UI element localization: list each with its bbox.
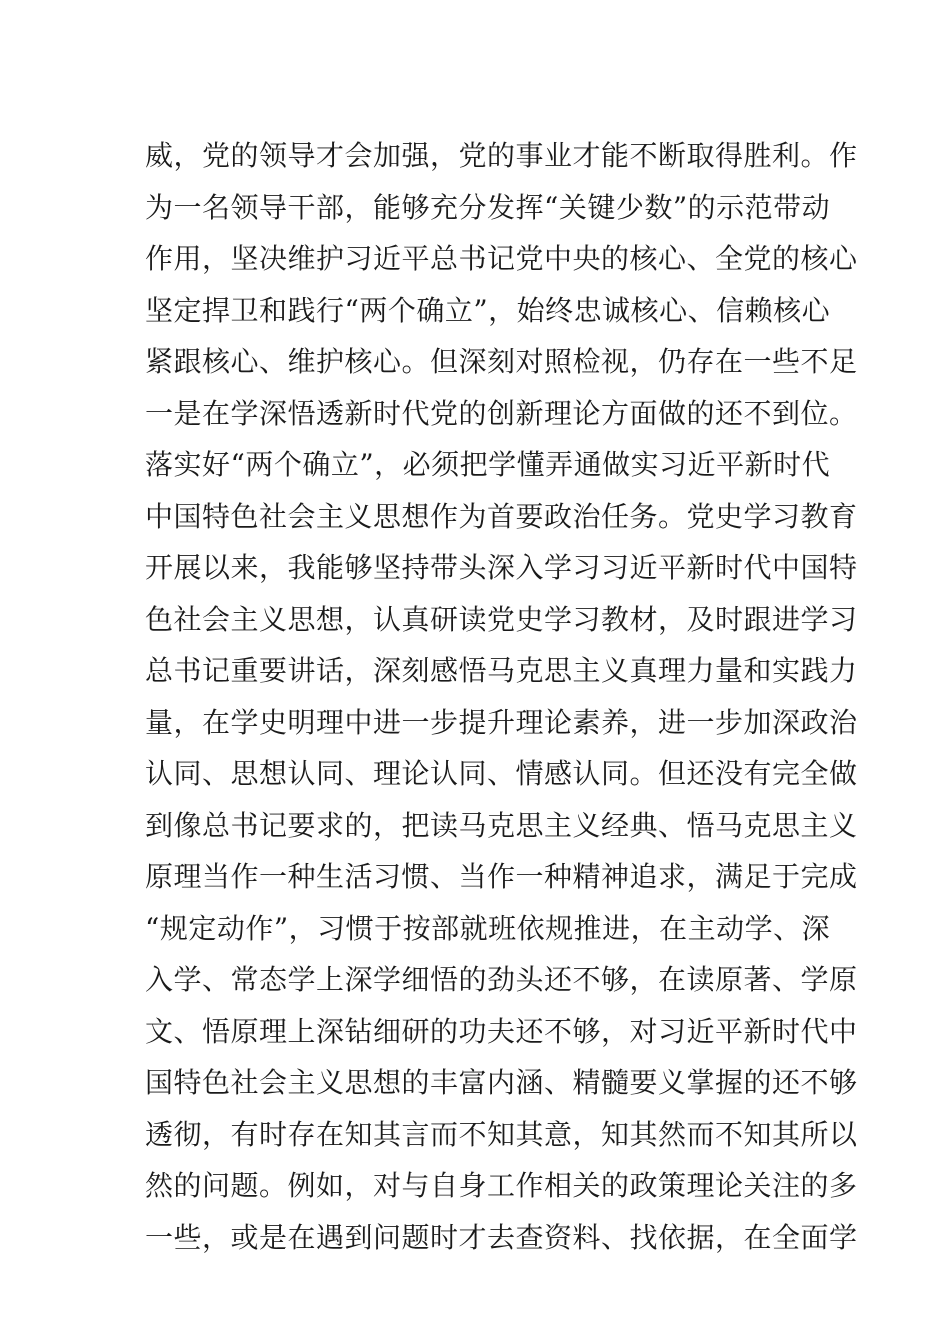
text-line: 国特色社会主义思想的丰富内涵、精髓要义掌握的还不够 (145, 1066, 858, 1099)
text-line: 到像总书记要求的，把读马克思主义经典、悟马克思主义 (145, 808, 858, 842)
text-line: 坚定捍卫和践行“两个确立”，始终忠诚核心、信赖核心 (145, 293, 831, 327)
text-line: 量，在学史明理中进一步提升理论素养，进一步加深政治 (145, 705, 858, 739)
text-line: 开展以来，我能够坚持带头深入学习习近平新时代中国特 (145, 551, 858, 584)
text-line: 认同、思想认同、理论认同、情感认同。但还没有完全做 (145, 757, 858, 790)
text-line: 为一名领导干部，能够充分发挥“关键少数”的示范带动 (145, 190, 831, 224)
body-text (145, 130, 858, 1263)
text-line: 中国特色社会主义思想作为首要政治任务。党史学习教育 (145, 499, 858, 533)
text-line: 威，党的领导才会加强，党的事业才能不断取得胜利。作 (145, 139, 858, 172)
text-line: 入学、常态学上深学细悟的劲头还不够，在读原著、学原 (145, 963, 858, 996)
text-line: 总书记重要讲话，深刻感悟马克思主义真理力量和实践力 (145, 654, 858, 687)
text-line: 作用，坚决维护习近平总书记党中央的核心、全党的核心 (145, 242, 858, 275)
text-line: 一是在学深悟透新时代党的创新理论方面做的还不到位。 (145, 396, 858, 430)
text-line: 一些，或是在遇到问题时才去查资料、找依据，在全面学 (145, 1220, 858, 1254)
text-line: 落实好“两个确立”，必须把学懂弄通做实习近平新时代 (145, 448, 831, 481)
text-line: 然的问题。例如，对与自身工作相关的政策理论关注的多 (145, 1169, 858, 1202)
text-line: 透彻，有时存在知其言而不知其意，知其然而不知其所以 (145, 1117, 858, 1151)
text-line: 文、悟原理上深钻细研的功夫还不够，对习近平新时代中 (145, 1014, 858, 1048)
text-line: 原理当作一种生活习惯、当作一种精神追求，满足于完成 (145, 860, 858, 893)
text-line: “规定动作”，习惯于按部就班依规推进，在主动学、深 (145, 911, 831, 945)
text-line: 紧跟核心、维护核心。但深刻对照检视，仍存在一些不足 (145, 345, 858, 378)
text-line: 色社会主义思想，认真研读党史学习教材，及时跟进学习 (145, 602, 858, 636)
